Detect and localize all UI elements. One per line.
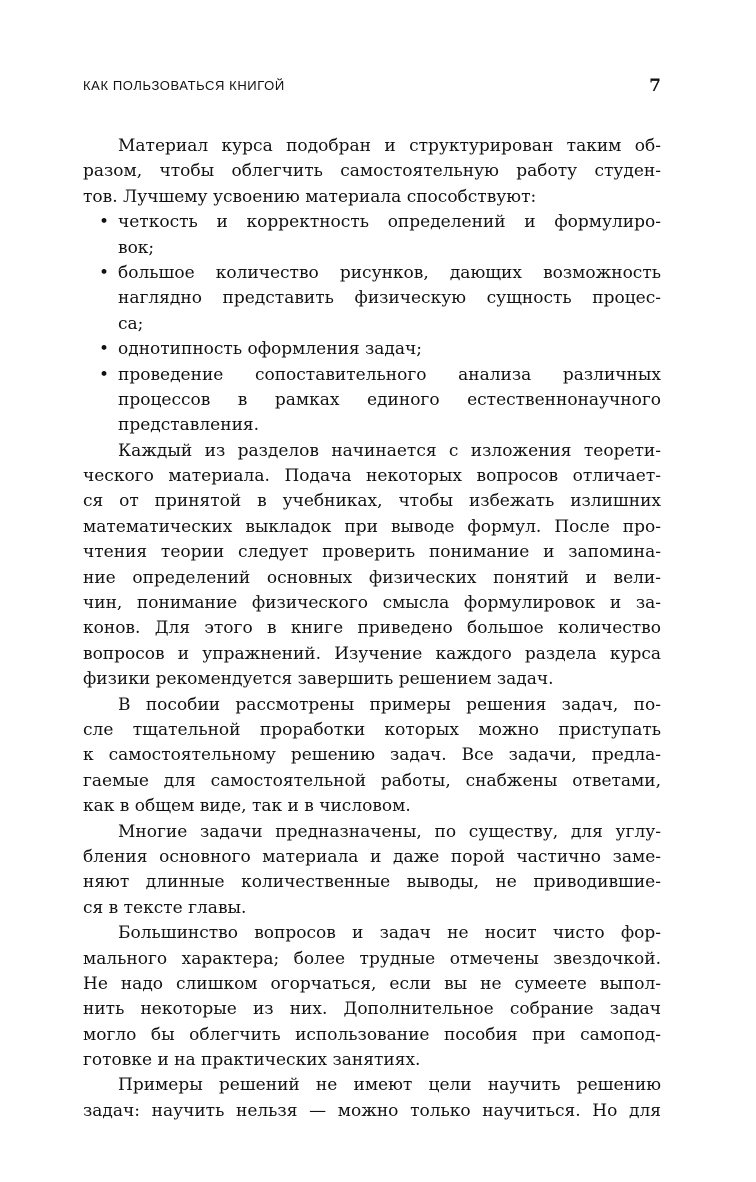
running-title: КАК ПОЛЬЗОВАТЬСЯ КНИГОЙ <box>83 78 285 93</box>
text-line: бления основного материала и даже порой частично заме- <box>83 846 661 867</box>
text-line: нить некоторые из них. Дополнительное собрание задач <box>83 999 661 1020</box>
text-line: ние определений основных физических понятий и вели- <box>83 567 661 588</box>
text-line: Материал курса подобран и структурирован таким об- <box>118 136 661 156</box>
text-line: Не надо слишком огорчаться, если вы не сумеете выпол- <box>83 973 661 994</box>
text-line: физики рекомендуется завершить решением задач. <box>83 669 554 690</box>
text-line: могло бы облегчить использование пособия при самопод- <box>83 1024 661 1045</box>
text-line: мального характера; более трудные отмечены звездочкой. <box>83 948 661 969</box>
bullet-icon: • <box>99 262 110 283</box>
text-line: задач: научить нельзя — можно только научиться. Но для <box>83 1100 661 1121</box>
text-line: представления. <box>118 415 260 436</box>
paragraph-2 <box>83 439 661 693</box>
paragraph-3 <box>83 693 661 820</box>
text-line: ческого материала. Подача некоторых вопросов отличает- <box>83 466 661 487</box>
bullet-list <box>83 210 661 439</box>
text-line: наглядно представить физическую сущность процес- <box>118 288 661 309</box>
text-line: ся в тексте главы. <box>83 897 247 918</box>
text-line: няют длинные количественные выводы, не приводившие- <box>83 872 661 893</box>
running-header <box>83 76 661 98</box>
text-line: как в общем виде, так и в числовом. <box>83 796 411 817</box>
text-line: конов. Для этого в книге приведено большое количество <box>83 618 661 639</box>
text-line: тов. Лучшему усвоению материала способствуют: <box>83 186 537 207</box>
paragraph-4 <box>83 820 661 922</box>
bullet-icon: • <box>99 212 110 233</box>
text-line: В пособии рассмотрены примеры решения задач, по- <box>118 694 661 715</box>
text-line: гаемые для самостоятельной работы, снабжены ответами, <box>83 770 661 791</box>
text-line: к самостоятельному решению задач. Все задачи, предла- <box>83 745 661 766</box>
text-line: са; <box>118 313 144 334</box>
list-item <box>83 363 661 439</box>
text-line: разом, чтобы облегчить самостоятельную работу студен- <box>83 161 661 182</box>
bullet-icon: • <box>99 364 110 385</box>
text-line: чтения теории следует проверить понимание и запомина- <box>83 542 661 563</box>
text-line: Большинство вопросов и задач не носит чисто фор- <box>118 923 661 944</box>
paragraph-6 <box>83 1073 661 1124</box>
list-item <box>83 261 661 337</box>
text-line: большое количество рисунков, дающих возможность <box>118 262 661 283</box>
body-text <box>83 134 661 1124</box>
paragraph-1 <box>83 134 661 210</box>
text-line: математических выкладок при выводе формул. После про- <box>83 516 661 537</box>
text-line: вопросов и упражнений. Изучение каждого раздела курса <box>83 643 661 664</box>
page-number: 7 <box>649 76 661 96</box>
text-line: проведение сопоставительного анализа различных <box>118 364 661 385</box>
text-line: вок; <box>118 237 155 258</box>
text-line: готовке и на практических занятиях. <box>83 1050 421 1071</box>
text-line: Каждый из разделов начинается с изложения теорети- <box>118 440 661 461</box>
text-line: процессов в рамках единого естественнонаучного <box>118 389 661 410</box>
list-item <box>83 210 661 261</box>
text-line: чин, понимание физического смысла формулировок и за- <box>83 593 661 614</box>
list-item <box>83 337 661 362</box>
text-line: Многие задачи предназначены, по существу, для углу- <box>118 821 661 842</box>
text-line: Примеры решений не имеют цели научить решению <box>118 1075 661 1096</box>
text-line: сле тщательной проработки которых можно приступать <box>83 719 661 740</box>
text-line: четкость и корректность определений и формулиро- <box>118 212 661 233</box>
text-line: ся от принятой в учебниках, чтобы избежать излишних <box>83 491 661 512</box>
text-line: однотипность оформления задач; <box>118 339 422 360</box>
paragraph-5 <box>83 921 661 1073</box>
bullet-icon: • <box>99 339 110 360</box>
